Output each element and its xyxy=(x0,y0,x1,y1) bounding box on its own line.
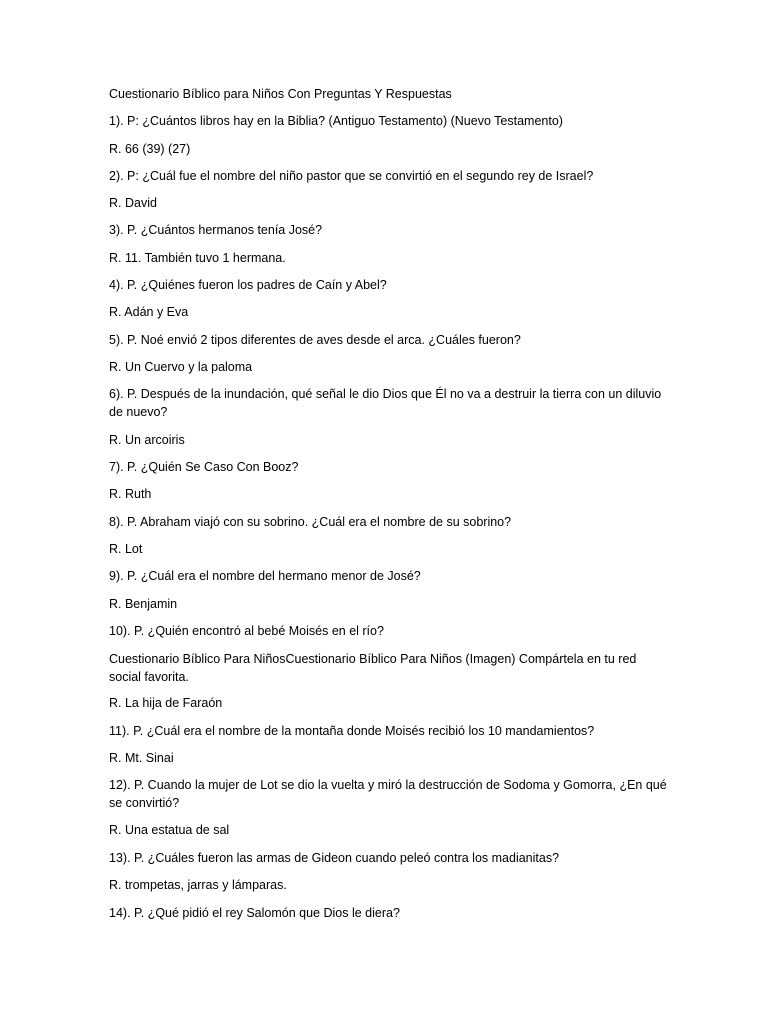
question-7: 7). P. ¿Quién Se Caso Con Booz? xyxy=(109,460,299,474)
image-caption: Cuestionario Bíblico Para NiñosCuestionario Bíblico Para Niños (Imagen) Compártela en tu red social favorita. xyxy=(109,652,637,684)
question-11: 11). P. ¿Cuál era el nombre de la montaña donde Moisés recibió los 10 mandamientos? xyxy=(109,724,595,738)
answer-4: R. Adán y Eva xyxy=(109,305,189,319)
answer-2: R. David xyxy=(109,196,157,210)
question-12: 12). P. Cuando la mujer de Lot se dio la vuelta y miró la destrucción de Sodoma y Gomorra, ¿En qué se convirtió? xyxy=(109,778,667,810)
answer-7: R. Ruth xyxy=(109,487,152,501)
question-10: 10). P. ¿Quién encontró al bebé Moisés en el río? xyxy=(109,624,384,638)
answer-13: R. trompetas, jarras y lámparas. xyxy=(109,878,287,892)
question-3: 3). P. ¿Cuántos hermanos tenía José? xyxy=(109,223,323,237)
question-13: 13). P. ¿Cuáles fueron las armas de Gideon cuando peleó contra los madianitas? xyxy=(109,851,560,865)
answer-12: R. Una estatua de sal xyxy=(109,823,230,837)
answer-9: R. Benjamin xyxy=(109,597,178,611)
answer-10: R. La hija de Faraón xyxy=(109,696,223,710)
question-6: 6). P. Después de la inundación, qué señal le dio Dios que Él no va a destruir la tierra con un diluvio de nuevo? xyxy=(109,387,662,419)
answer-6: R. Un arcoiris xyxy=(109,433,185,447)
question-9: 9). P. ¿Cuál era el nombre del hermano menor de José? xyxy=(109,569,421,583)
question-1: 1). P: ¿Cuántos libros hay en la Biblia? (Antiguo Testamento) (Nuevo Testamento) xyxy=(109,114,563,128)
question-8: 8). P. Abraham viajó con su sobrino. ¿Cuál era el nombre de su sobrino? xyxy=(109,515,512,529)
answer-8: R. Lot xyxy=(109,542,143,556)
answer-11: R. Mt. Sinai xyxy=(109,751,174,765)
question-14: 14). P. ¿Qué pidió el rey Salomón que Dios le diera? xyxy=(109,906,400,920)
question-5: 5). P. Noé envió 2 tipos diferentes de aves desde el arca. ¿Cuáles fueron? xyxy=(109,333,521,347)
question-4: 4). P. ¿Quiénes fueron los padres de Caín y Abel? xyxy=(109,278,387,292)
answer-3: R. 11. También tuvo 1 hermana. xyxy=(109,251,286,265)
answer-1: R. 66 (39) (27) xyxy=(109,142,191,156)
document-title: Cuestionario Bíblico para Niños Con Preguntas Y Respuestas xyxy=(109,87,452,101)
answer-5: R. Un Cuervo y la paloma xyxy=(109,360,253,374)
question-2: 2). P: ¿Cuál fue el nombre del niño pastor que se convirtió en el segundo rey de Israel? xyxy=(109,169,594,183)
